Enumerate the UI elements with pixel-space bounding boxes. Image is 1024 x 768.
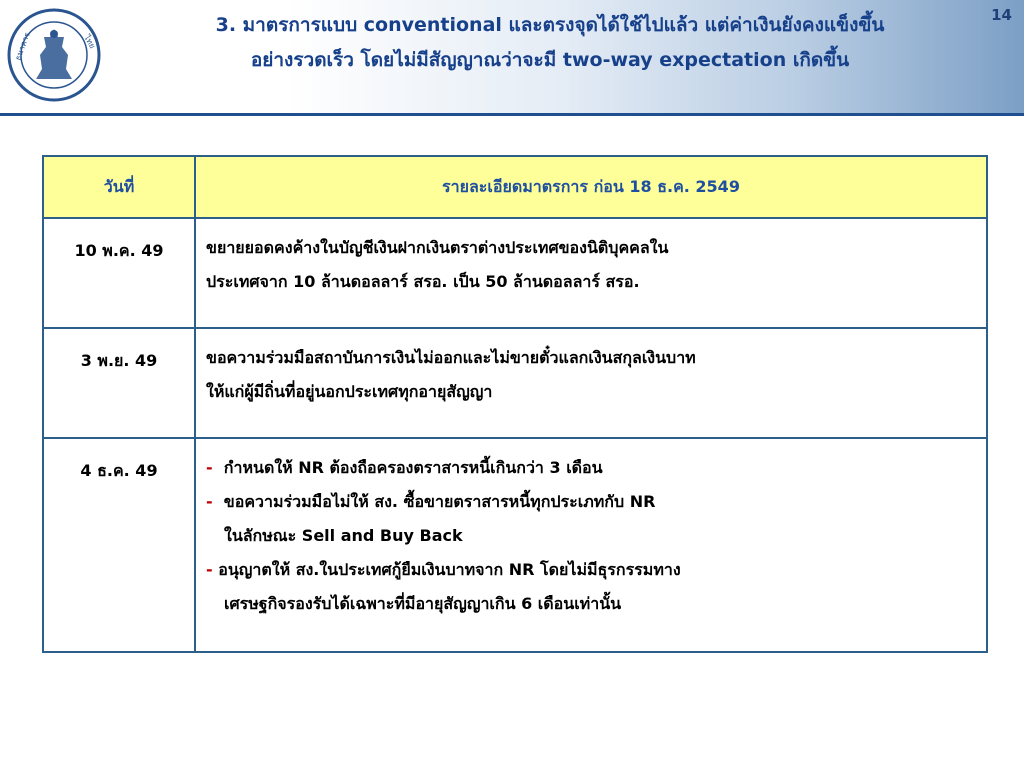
bullet-dash: - xyxy=(206,560,213,579)
detail-line: ในลักษณะ Sell and Buy Back xyxy=(224,526,463,545)
header-detail: รายละเอียดมาตรการ ก่อน 18 ธ.ค. 2549 xyxy=(195,156,987,218)
row-detail xyxy=(195,438,987,652)
slide-title xyxy=(110,8,990,78)
bullet-dash: - xyxy=(206,458,213,477)
bullet-dash: - xyxy=(206,492,213,511)
bullet-line xyxy=(206,485,976,519)
table-row xyxy=(43,438,987,652)
detail-line: ขอความร่วมมือสถาบันการเงินไม่ออกและไม่ขายตั๋วแลกเงินสกุลเงินบาท xyxy=(206,348,696,367)
detail-line: กำหนดให้ NR ต้องถือครองตราสารหนี้เกินกว่า 3 เดือน xyxy=(223,458,603,477)
svg-text:ธนาคาร: ธนาคาร xyxy=(13,31,32,62)
detail-line: ขอความร่วมมือไม่ให้ สง. ซื้อขายตราสารหนี้ทุกประเภทกับ NR xyxy=(223,492,656,511)
bullet-line xyxy=(206,553,976,587)
row-detail xyxy=(195,218,987,328)
row-date: 10 พ.ค. 49 xyxy=(43,218,195,328)
slide-title-line-1: 3. มาตรการแบบ conventional และตรงจุดได้ใช้ไปแล้ว แต่ค่าเงินยังคงแข็งขึ้น xyxy=(215,14,885,36)
table-row xyxy=(43,328,987,438)
detail-line: ประเทศจาก 10 ล้านดอลลาร์ สรอ. เป็น 50 ล้านดอลลาร์ สรอ. xyxy=(206,272,640,291)
row-detail xyxy=(195,328,987,438)
bank-of-thailand-seal-icon xyxy=(6,7,102,103)
header-date: วันที่ xyxy=(43,156,195,218)
table-header-row xyxy=(43,156,987,218)
header-divider xyxy=(0,113,1024,116)
row-date: 4 ธ.ค. 49 xyxy=(43,438,195,652)
svg-text:ไทย: ไทย xyxy=(82,33,98,51)
row-date: 3 พ.ย. 49 xyxy=(43,328,195,438)
detail-line: อนุญาตให้ สง.ในประเทศกู้ยืมเงินบาทจาก NR โดยไม่มีธุรกรรมทาง xyxy=(218,560,681,579)
measures-table xyxy=(42,155,988,653)
page-number: 14 xyxy=(991,6,1012,24)
detail-line: เศรษฐกิจรองรับได้เฉพาะที่มีอายุสัญญาเกิน 6 เดือนเท่านั้น xyxy=(224,594,622,613)
bullet-line xyxy=(206,451,976,485)
detail-line: ให้แก่ผู้มีถิ่นที่อยู่นอกประเทศทุกอายุสัญญา xyxy=(206,382,493,401)
slide-title-line-2: อย่างรวดเร็ว โดยไม่มีสัญญาณว่าจะมี two-way expectation เกิดขึ้น xyxy=(250,49,850,71)
detail-line: ขยายยอดคงค้างในบัญชีเงินฝากเงินตราต่างประเทศของนิติบุคคลใน xyxy=(206,238,669,257)
table-row xyxy=(43,218,987,328)
